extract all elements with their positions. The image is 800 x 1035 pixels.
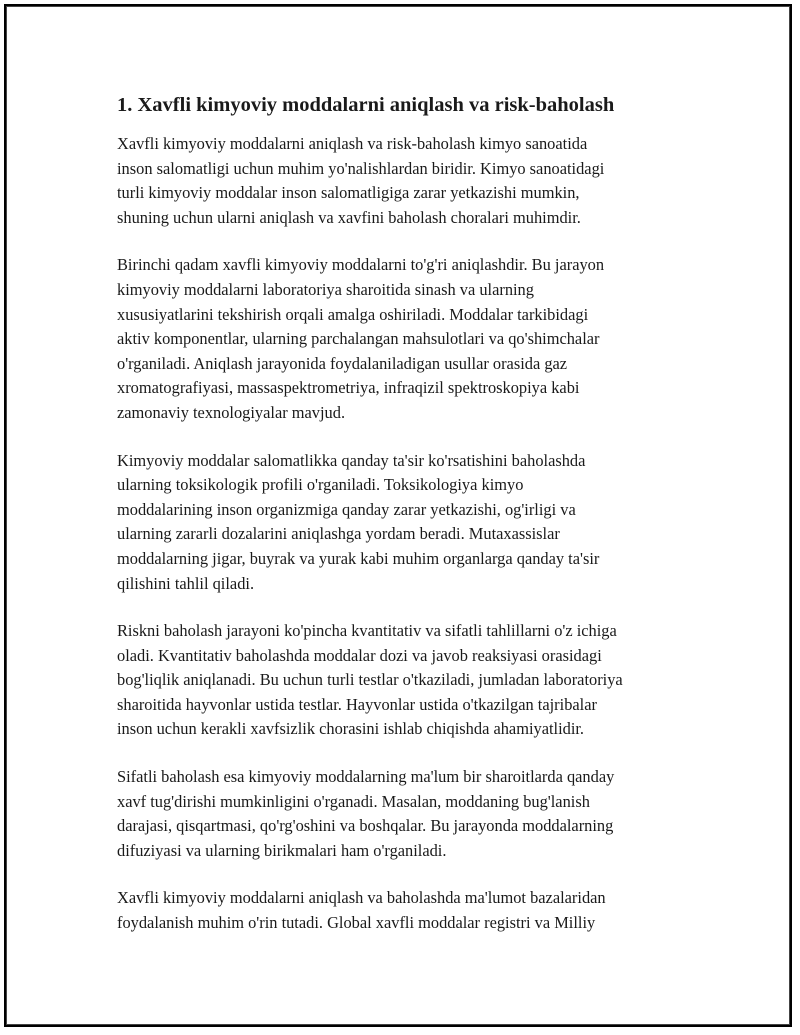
text-line: zamonaviy texnologiyalar mavjud. (117, 402, 346, 422)
text-line: Xavfli kimyoviy moddalarni aniqlash va risk-baholash kimyo sanoatida (117, 134, 588, 153)
section-heading: 1. Xavfli kimyoviy moddalarni aniqlash va risk-baholash (117, 94, 615, 116)
text-line: Riskni baholash jarayoni ko'pincha kvantitativ va sifatli tahlillarni o'z ichiga (117, 621, 617, 641)
paragraph-1 (117, 132, 697, 230)
text-line: xususiyatlarini tekshirish orqali amalga oshiriladi. Moddalar tarkibidagi (117, 304, 589, 324)
text-line: kimyoviy moddalarni laboratoriya sharoitida sinash va ularning (117, 279, 534, 299)
text-line: inson uchun kerakli xavfsizlik chorasini ishlab chiqishda ahamiyatlidir. (117, 719, 585, 739)
paragraph-2 (117, 253, 697, 425)
text-line: bog'liqlik aniqlanadi. Bu uchun turli testlar o'tkaziladi, jumladan laboratoriya (117, 670, 623, 690)
text-line: inson salomatligi uchun muhim yo'nalishlardan biridir. Kimyo sanoatidagi (117, 158, 605, 178)
text-line: o'rganiladi. Aniqlash jarayonida foydalaniladigan usullar orasida gaz (117, 353, 568, 373)
text-line: moddalarining inson organizmiga qanday zarar yetkazishi, og'irligi va (117, 499, 576, 519)
text-line: Birinchi qadam xavfli kimyoviy moddalarni to'g'ri aniqlashdir. Bu jarayon (117, 255, 605, 275)
text-line: moddalarning jigar, buyrak va yurak kabi muhim organlarga qanday ta'sir (117, 548, 600, 568)
text-line: xromatografiyasi, massaspektrometriya, infraqizil spektroskopiya kabi (117, 378, 580, 398)
text-line: aktiv komponentlar, ularning parchalangan mahsulotlari va qo'shimchalar (117, 329, 600, 349)
paragraph-6 (117, 886, 697, 935)
document-body (117, 92, 697, 959)
text-line: ularning toksikologik profili o'rganiladi. Toksikologiya kimyo (117, 475, 524, 495)
text-line: turli kimyoviy moddalar inson salomatligiga zarar yetkazishi mumkin, (117, 183, 580, 203)
text-line: oladi. Kvantitativ baholashda moddalar dozi va javob reaksiyasi orasidagi (117, 645, 602, 665)
text-line: darajasi, qisqartmasi, qo'rg'oshini va boshqalar. Bu jarayonda moddalarning (117, 816, 614, 836)
text-line: qilishini tahlil qiladi. (117, 573, 255, 593)
text-line: foydalanish muhim o'rin tutadi. Global xavfli moddalar registri va Milliy (117, 913, 596, 933)
paragraph-4 (117, 619, 697, 742)
text-line: difuziyasi va ularning birikmalari ham o'rganiladi. (117, 840, 447, 860)
text-line: Xavfli kimyoviy moddalarni aniqlash va baholashda ma'lumot bazalaridan (117, 888, 606, 908)
text-line: xavf tug'dirishi mumkinligini o'rganadi. Masalan, moddaning bug'lanish (117, 791, 590, 811)
paragraph-5 (117, 765, 697, 863)
text-line: sharoitida hayvonlar ustida testlar. Hayvonlar ustida o'tkazilgan tajribalar (117, 694, 597, 714)
text-line: Kimyoviy moddalar salomatlikka qanday ta'sir ko'rsatishini baholashda (117, 450, 586, 470)
text-line: shuning uchun ularni aniqlash va xavfini baholash choralari muhimdir. (117, 207, 581, 227)
text-line: Sifatli baholash esa kimyoviy moddalarning ma'lum bir sharoitlarda qanday (117, 767, 615, 787)
paragraph-3 (117, 449, 697, 597)
text-line: ularning zararli dozalarini aniqlashga yordam beradi. Mutaxassislar (117, 524, 560, 544)
